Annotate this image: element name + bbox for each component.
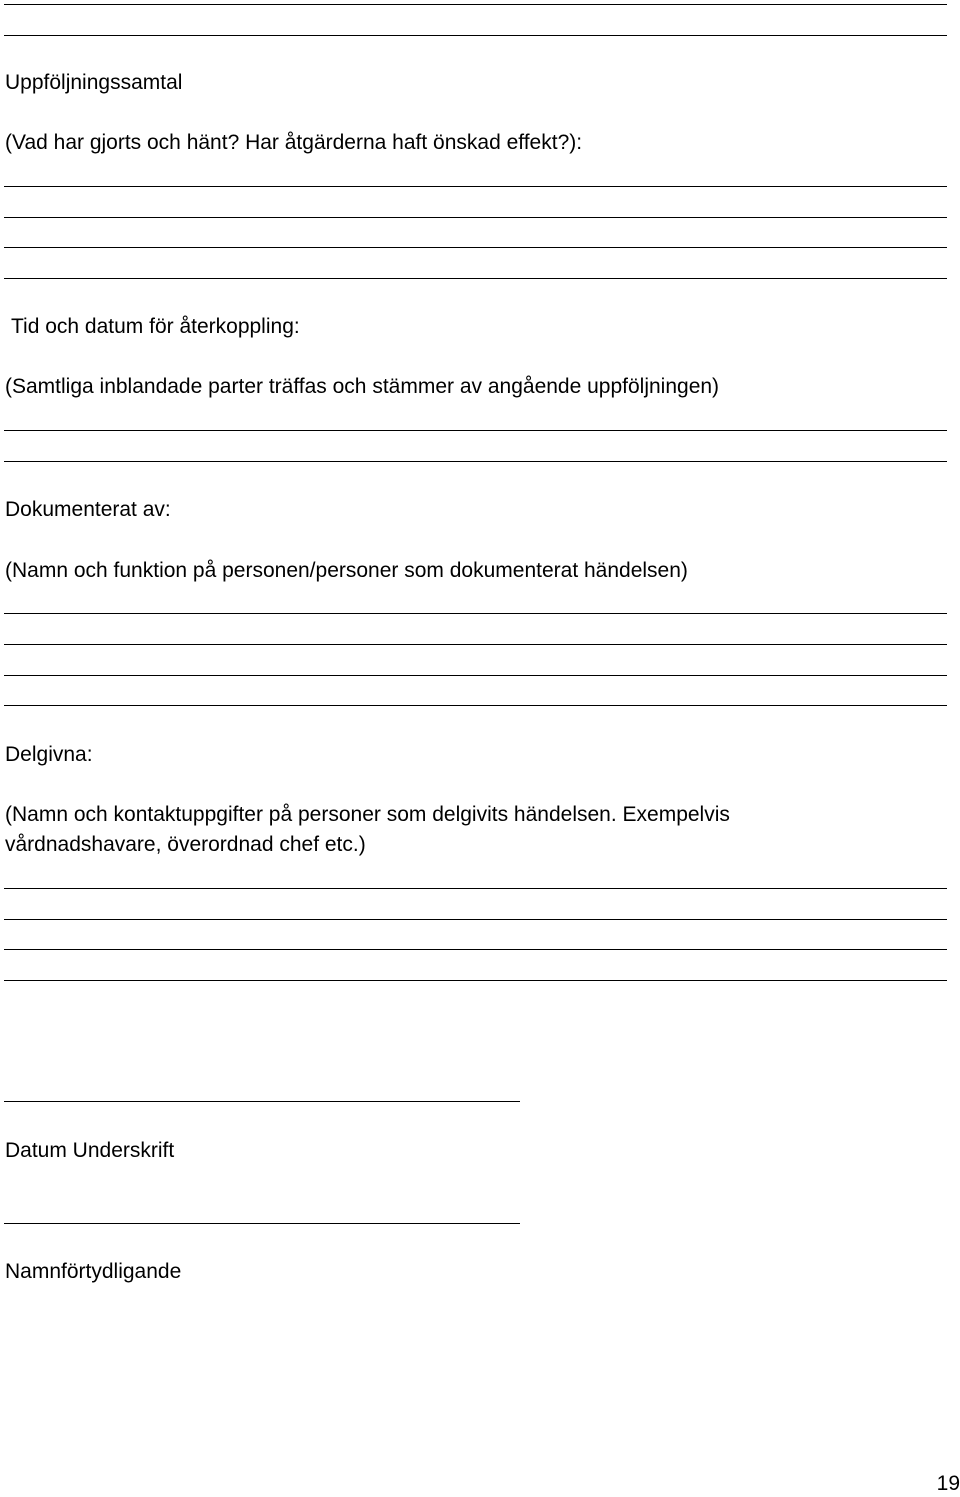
signature-line[interactable] bbox=[4, 1101, 520, 1102]
write-line[interactable] bbox=[4, 705, 947, 706]
informed-instruction-line1: (Namn och kontaktuppgifter på personer som delgivits händelsen. Exempelvis bbox=[5, 803, 730, 826]
write-line[interactable] bbox=[4, 461, 947, 462]
date-signature-label: Datum Underskrift bbox=[5, 1139, 175, 1162]
write-line[interactable] bbox=[4, 980, 947, 981]
informed-instruction-line2: vårdnadshavare, överordnad chef etc.) bbox=[5, 833, 366, 856]
write-line[interactable] bbox=[4, 888, 947, 889]
feedback-heading: Tid och datum för återkoppling: bbox=[11, 315, 300, 338]
followup-instruction: (Vad har gjorts och hänt? Har åtgärderna haft önskad effekt?): bbox=[5, 131, 583, 154]
informed-heading: Delgivna: bbox=[5, 743, 93, 766]
write-line[interactable] bbox=[4, 35, 947, 36]
name-clarification-label: Namnförtydligande bbox=[5, 1260, 182, 1283]
feedback-instruction: (Samtliga inblandade parter träffas och stämmer av angående uppföljningen) bbox=[5, 375, 720, 398]
write-line[interactable] bbox=[4, 247, 947, 248]
write-line[interactable] bbox=[4, 644, 947, 645]
write-line[interactable] bbox=[4, 217, 947, 218]
write-line[interactable] bbox=[4, 186, 947, 187]
documented-heading: Dokumenterat av: bbox=[5, 498, 171, 521]
write-line[interactable] bbox=[4, 4, 947, 5]
followup-heading: Uppföljningssamtal bbox=[5, 71, 183, 94]
write-line[interactable] bbox=[4, 919, 947, 920]
write-line[interactable] bbox=[4, 949, 947, 950]
page-number: 19 bbox=[936, 1472, 960, 1495]
write-line[interactable] bbox=[4, 613, 947, 614]
write-line[interactable] bbox=[4, 675, 947, 676]
documented-instruction: (Namn och funktion på personen/personer som dokumenterat händelsen) bbox=[5, 559, 688, 582]
write-line[interactable] bbox=[4, 278, 947, 279]
name-clarification-line[interactable] bbox=[4, 1223, 520, 1224]
write-line[interactable] bbox=[4, 430, 947, 431]
